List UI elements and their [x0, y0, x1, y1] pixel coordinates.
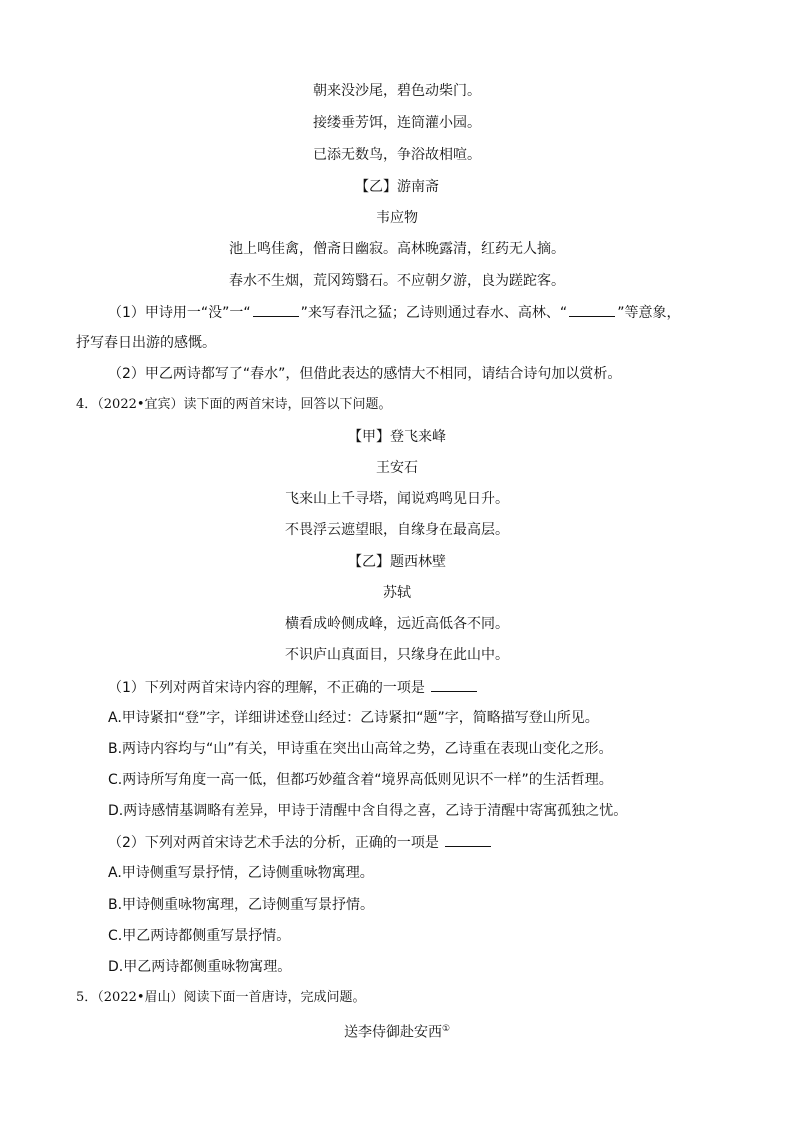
poem-line: 不畏浮云遮望眼，自缘身在最高层。 [285, 522, 509, 538]
question-text: （1）甲诗用一“没”一“ [108, 305, 251, 321]
question-text: ”来写春汛之猛；乙诗则通过春水、高林、“ [300, 305, 568, 321]
option-c: C.两诗所写角度一高一低，但都巧妙蕴含着“境界高低则见识不一样”的生活哲理。 [108, 772, 613, 788]
poem-title [0, 1019, 794, 1043]
poem-line: 已添无数鸟，争浴故相喧。 [313, 147, 481, 163]
question-text: （2）下列对两首宋诗艺术手法的分析，正确的一项是 [108, 835, 439, 851]
footnote-marker[interactable]: ① [441, 1024, 451, 1034]
option-d: D.两诗感情基调略有差异，甲诗于清醒中含自得之喜，乙诗于清醒中寄寓孤独之忧。 [108, 803, 628, 819]
poem-title: 【乙】游南斋 [355, 179, 439, 195]
question-4-1 [108, 677, 479, 698]
option-c: C.甲乙两诗都侧重写景抒情。 [108, 928, 291, 944]
question-text: ”等意象， [617, 305, 681, 321]
question-4-2 [108, 832, 493, 853]
answer-blank[interactable] [445, 832, 491, 847]
question-3-1 [108, 302, 680, 323]
poem-author: 王安石 [376, 460, 418, 476]
poem-title: 【甲】登飞来峰 [348, 429, 446, 445]
poem-line: 飞来山上千寻塔，闻说鸡鸣见日升。 [285, 491, 509, 507]
option-a: A.甲诗侧重写景抒情，乙诗侧重咏物寓理。 [108, 865, 374, 881]
option-a: A.甲诗紧扣“登”字，详细讲述登山经过：乙诗紧扣“题”字，简略描写登山所见。 [108, 710, 599, 726]
poem-line: 池上鸣佳禽，僧斋日幽寂。高林晚露清，红药无人摘。 [229, 241, 565, 257]
question-3-1-cont: 抒写春日出游的感慨。 [76, 335, 216, 351]
poem-line: 横看成岭侧成峰，远近高低各不同。 [285, 616, 509, 632]
answer-blank[interactable] [253, 302, 299, 317]
poem-line: 朝来没沙尾，碧色动柴门。 [313, 83, 481, 99]
poem-line: 春水不生烟，荒冈筠翳石。不应朝夕游，良为蹉跎客。 [229, 273, 565, 289]
poem-author: 韦应物 [376, 210, 418, 226]
question-4-header: 4．（2022•宜宾）读下面的两首宋诗，回答以下问题。 [76, 397, 392, 412]
answer-blank[interactable] [431, 677, 477, 692]
option-d: D.甲乙两诗都侧重咏物寓理。 [108, 959, 292, 975]
poem-line: 不识庐山真面目，只缘身在此山中。 [285, 647, 509, 663]
option-b: B.两诗内容均与“山”有关，甲诗重在突出山高耸之势，乙诗重在表现山变化之形。 [108, 741, 613, 757]
option-b: B.甲诗侧重咏物寓理，乙诗侧重写景抒情。 [108, 897, 375, 913]
question-5-header: 5．（2022•眉山）阅读下面一首唐诗，完成问题。 [76, 990, 366, 1005]
question-3-2: （2）甲乙两诗都写了“春水”，但借此表达的感情大不相同，请结合诗句加以赏析。 [108, 366, 622, 382]
poem-title: 【乙】题西林壁 [348, 554, 446, 570]
poem-title-text: 送李侍御赴安西 [343, 1024, 442, 1041]
question-text: （1）下列对两首宋诗内容的理解，不正确的一项是 [108, 680, 425, 696]
poem-line: 接缕垂芳饵，连筒灌小园。 [313, 115, 481, 131]
poem-author: 苏轼 [383, 585, 411, 601]
answer-blank[interactable] [569, 302, 615, 317]
